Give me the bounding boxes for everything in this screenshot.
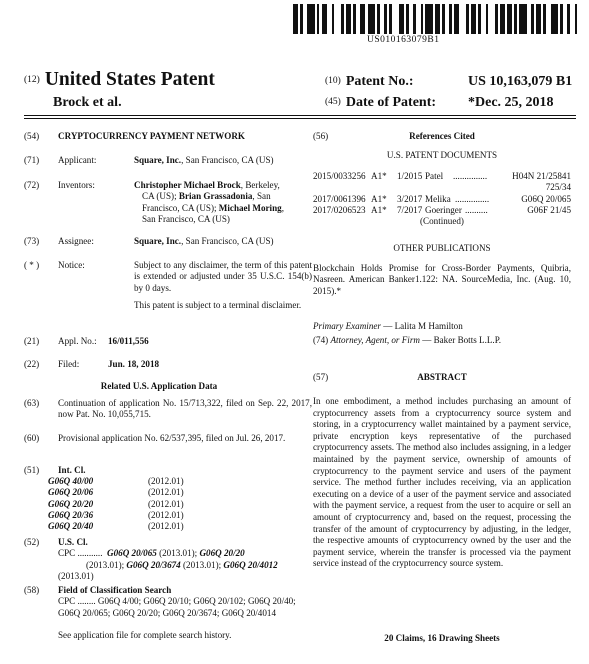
barcode-image xyxy=(293,4,580,34)
continuation-text: Continuation of application No. 15/713,322, filed on Sep. 22, 2017, now Pat. No. 10,055,715. xyxy=(58,398,312,420)
reference-row xyxy=(313,205,571,216)
date-label: Date of Patent: xyxy=(345,95,437,110)
header-rule xyxy=(24,115,576,116)
cls-code: G06Q 20/06 xyxy=(48,487,94,498)
cls-year: (2012.01) xyxy=(148,509,184,520)
field-code: (57) xyxy=(313,372,329,382)
cpc-class: G06Q 20/20 xyxy=(199,548,245,559)
field-label: Filed: xyxy=(58,359,80,369)
abstract-heading: ABSTRACT xyxy=(417,372,467,382)
reference-row xyxy=(313,171,571,182)
cpc-date: (2013.01); xyxy=(86,559,127,570)
examiner-line xyxy=(313,321,463,332)
cls-year: (2012.01) xyxy=(148,521,184,532)
field-label: Notice: xyxy=(58,260,85,270)
us-docs-list xyxy=(313,171,571,227)
patent-number-tag: (10) xyxy=(325,76,341,86)
field-code: (52) xyxy=(24,537,40,547)
cls-year: (2012.01) xyxy=(148,498,184,509)
barcode-bar xyxy=(519,4,526,34)
field-code: (51) xyxy=(24,465,40,475)
barcode-bar xyxy=(392,4,399,34)
reference-row-cont xyxy=(313,182,571,193)
field-code: (63) xyxy=(24,398,40,408)
continued-note xyxy=(313,216,571,227)
date-value: *Dec. 25, 2018 xyxy=(468,95,554,110)
field-code: (74) xyxy=(313,335,329,345)
ref-kind: A1* xyxy=(371,171,387,181)
ref-kind: A1* xyxy=(371,204,387,215)
field-code: ( * ) xyxy=(24,260,40,270)
related-data-heading: Related U.S. Application Data xyxy=(100,381,218,391)
cls-code: G06Q 20/40 xyxy=(48,521,94,532)
notice-paragraph: This patent is subject to a terminal disclaimer. xyxy=(134,299,302,310)
examiner-label: Primary Examiner xyxy=(313,321,381,331)
provisional-text: Provisional application No. 62/537,395, filed on Jul. 26, 2017. xyxy=(58,433,286,443)
examiner-name: — Lalita M Hamilton xyxy=(380,321,463,331)
inventor-name: Brian Grassadonia xyxy=(178,191,253,202)
date-tag: (45) xyxy=(325,97,341,107)
patent-date-row xyxy=(325,95,554,111)
ref-leader: ............... xyxy=(453,171,488,181)
barcode-bar xyxy=(368,4,375,34)
search-cpc-text: CPC ........ G06Q 4/00; G06Q 20/10; G06Q 20/102; G06Q 20/40; G06Q 20/065; G06Q 20/20; G06Q 20/3674; G06Q 20/4014 xyxy=(58,596,296,618)
ref-leader: ............... xyxy=(455,193,490,204)
field-label: Int. Cl. xyxy=(58,465,86,475)
cpc-class: G06Q 20/4012 xyxy=(223,559,278,570)
barcode-bar xyxy=(488,4,495,34)
inventor-location: San Francisco, CA (US) xyxy=(142,213,230,224)
invention-title: CRYPTOCURRENCY PAYMENT NETWORK xyxy=(58,131,245,141)
field-code: (73) xyxy=(24,236,40,246)
field-code: (56) xyxy=(313,131,329,141)
ref-leader: .......... xyxy=(465,204,488,215)
patent-number-value: US 10,163,079 B1 xyxy=(468,74,573,89)
other-pubs-heading: OTHER PUBLICATIONS xyxy=(393,243,491,253)
header-rule-thin xyxy=(24,118,576,119)
patent-type-title: United States Patent xyxy=(44,69,215,90)
barcode-bar xyxy=(577,4,579,34)
cpc-class: G06Q 20/065 xyxy=(107,548,157,559)
notice-paragraph: Subject to any disclaimer, the term of this patent is extended or adjusted under 35 U.S.C. 154(b) by 0 days. xyxy=(134,260,312,293)
ref-number: 2017/0206523 xyxy=(313,204,366,215)
attorney-label: Attorney, Agent, or Firm xyxy=(330,335,420,345)
attorney-name: — Baker Botts L.L.P. xyxy=(419,335,502,345)
field-label: Assignee: xyxy=(58,236,94,246)
assignee-name: Square, Inc. xyxy=(134,236,182,246)
field-code: (72) xyxy=(24,180,40,190)
assignee-location: , San Francisco, CA (US) xyxy=(181,236,274,246)
inventor-location: , xyxy=(281,202,284,213)
cls-year: (2012.01) xyxy=(148,476,184,487)
field-label: U.S. Cl. xyxy=(58,537,88,547)
claims-sheets: 20 Claims, 16 Drawing Sheets xyxy=(384,633,500,643)
references-heading: References Cited xyxy=(409,131,475,141)
notice-text xyxy=(134,260,312,311)
cpc-date: (2013.01); xyxy=(156,548,200,559)
field-code: (22) xyxy=(24,359,40,369)
field-label: Field of Classification Search xyxy=(58,585,172,595)
cpc-label: CPC ........... xyxy=(58,548,103,559)
ref-date: 7/2017 xyxy=(397,204,423,215)
ref-number: 2015/0033256 xyxy=(313,171,366,181)
barcode-bar xyxy=(425,4,432,34)
field-label: Applicant: xyxy=(58,155,97,165)
search-note: See application file for complete search history. xyxy=(58,630,232,640)
inventor-name: Michael Moring xyxy=(218,202,282,213)
ref-kind: A1* xyxy=(371,193,387,204)
barcode-bar xyxy=(459,4,466,34)
ref-date: 1/2015 xyxy=(397,171,423,181)
country-tag: (12) xyxy=(24,75,40,85)
filed-date: Jun. 18, 2018 xyxy=(108,359,160,369)
barcode-bar xyxy=(307,4,314,34)
field-code: (60) xyxy=(24,433,40,443)
ref-name: Melika xyxy=(425,193,451,204)
cpc-date: (2013.01); xyxy=(180,559,224,570)
cpc-class: G06Q 20/3674 xyxy=(126,559,181,570)
cpc-text xyxy=(58,548,312,582)
inventors-list xyxy=(134,180,312,225)
other-publication: Blockchain Holds Promise for Cross-Border Payments, Quibria, Nasreen. American Banker1.122: NA. SourceMedia, Inc. (Aug. 10, 2015).* xyxy=(313,263,571,296)
reference-row xyxy=(313,194,571,205)
barcode-bar xyxy=(334,4,341,34)
patent-number-label: Patent No.: xyxy=(345,74,414,89)
cls-code: G06Q 20/36 xyxy=(48,509,94,520)
abstract-text: In one embodiment, a method includes purchasing an amount of cryptocurrency assets from a cryptocurrency source system and storing, in a cryptocurrency wallet maintained by a payment service, private encryption keys representative of the purchased cryptocurrency assets. The method also includes assigning, in a ledger maintained by the payment service, ownership of amounts of cryptocurrency to the payment service and users of the payment service. The method further includes receiving, via an application executing on a device of a user of the payment service and associated with the payment service, a request from the user to acquire or sell an amount of cryptocurrency and, based on the request, processing the transfer of the amount of cryptocurrency by adjusting, in the ledger, the respective amounts of cryptocurrency owned by the user and the payment service, wherein the transfer is processed via the payment service instead of the cryptocurrency source system. xyxy=(313,396,571,569)
ref-class: H04N 21/25841 xyxy=(512,171,571,181)
field-label: Appl. No.: xyxy=(58,336,97,346)
ref-class: G06Q 20/065 xyxy=(521,193,571,204)
cls-year: (2012.01) xyxy=(148,487,184,498)
ref-class: 725/34 xyxy=(545,182,571,193)
patent-title-header xyxy=(24,69,215,91)
publication-number: US010163079B1 xyxy=(367,35,440,45)
inventor-location: Francisco, CA (US); xyxy=(142,202,219,213)
ref-number: 2017/0061396 xyxy=(313,193,366,204)
field-label: Inventors: xyxy=(58,180,95,190)
inventor-name: Christopher Michael Brock xyxy=(134,180,241,190)
ref-class: G06F 21/45 xyxy=(527,204,571,215)
field-code: (54) xyxy=(24,131,40,141)
inventor-location: , Berkeley, xyxy=(240,180,280,190)
inventor-location: , San xyxy=(252,191,271,202)
inventor-location: CA (US); xyxy=(142,191,179,202)
continued-text: (Continued) xyxy=(420,216,464,227)
ref-date: 3/2017 xyxy=(397,193,423,204)
field-code: (71) xyxy=(24,155,40,165)
field-code: (21) xyxy=(24,336,40,346)
applicant-name: Square, Inc. xyxy=(134,155,182,165)
patent-number-row xyxy=(325,74,573,90)
cls-code: G06Q 40/00 xyxy=(48,476,94,487)
ref-name: Goeringer xyxy=(425,204,462,215)
cls-code: G06Q 20/20 xyxy=(48,498,94,509)
cpc-date: (2013.01) xyxy=(58,570,94,581)
applicant-location: , San Francisco, CA (US) xyxy=(181,155,274,165)
attorney-line xyxy=(313,335,501,346)
us-docs-heading: U.S. PATENT DOCUMENTS xyxy=(386,150,498,160)
appl-number: 16/011,556 xyxy=(108,336,149,346)
ref-name: Patel xyxy=(425,171,444,181)
barcode-bar xyxy=(551,4,558,34)
field-code: (58) xyxy=(24,585,40,595)
inventor-short: Brock et al. xyxy=(53,95,122,110)
